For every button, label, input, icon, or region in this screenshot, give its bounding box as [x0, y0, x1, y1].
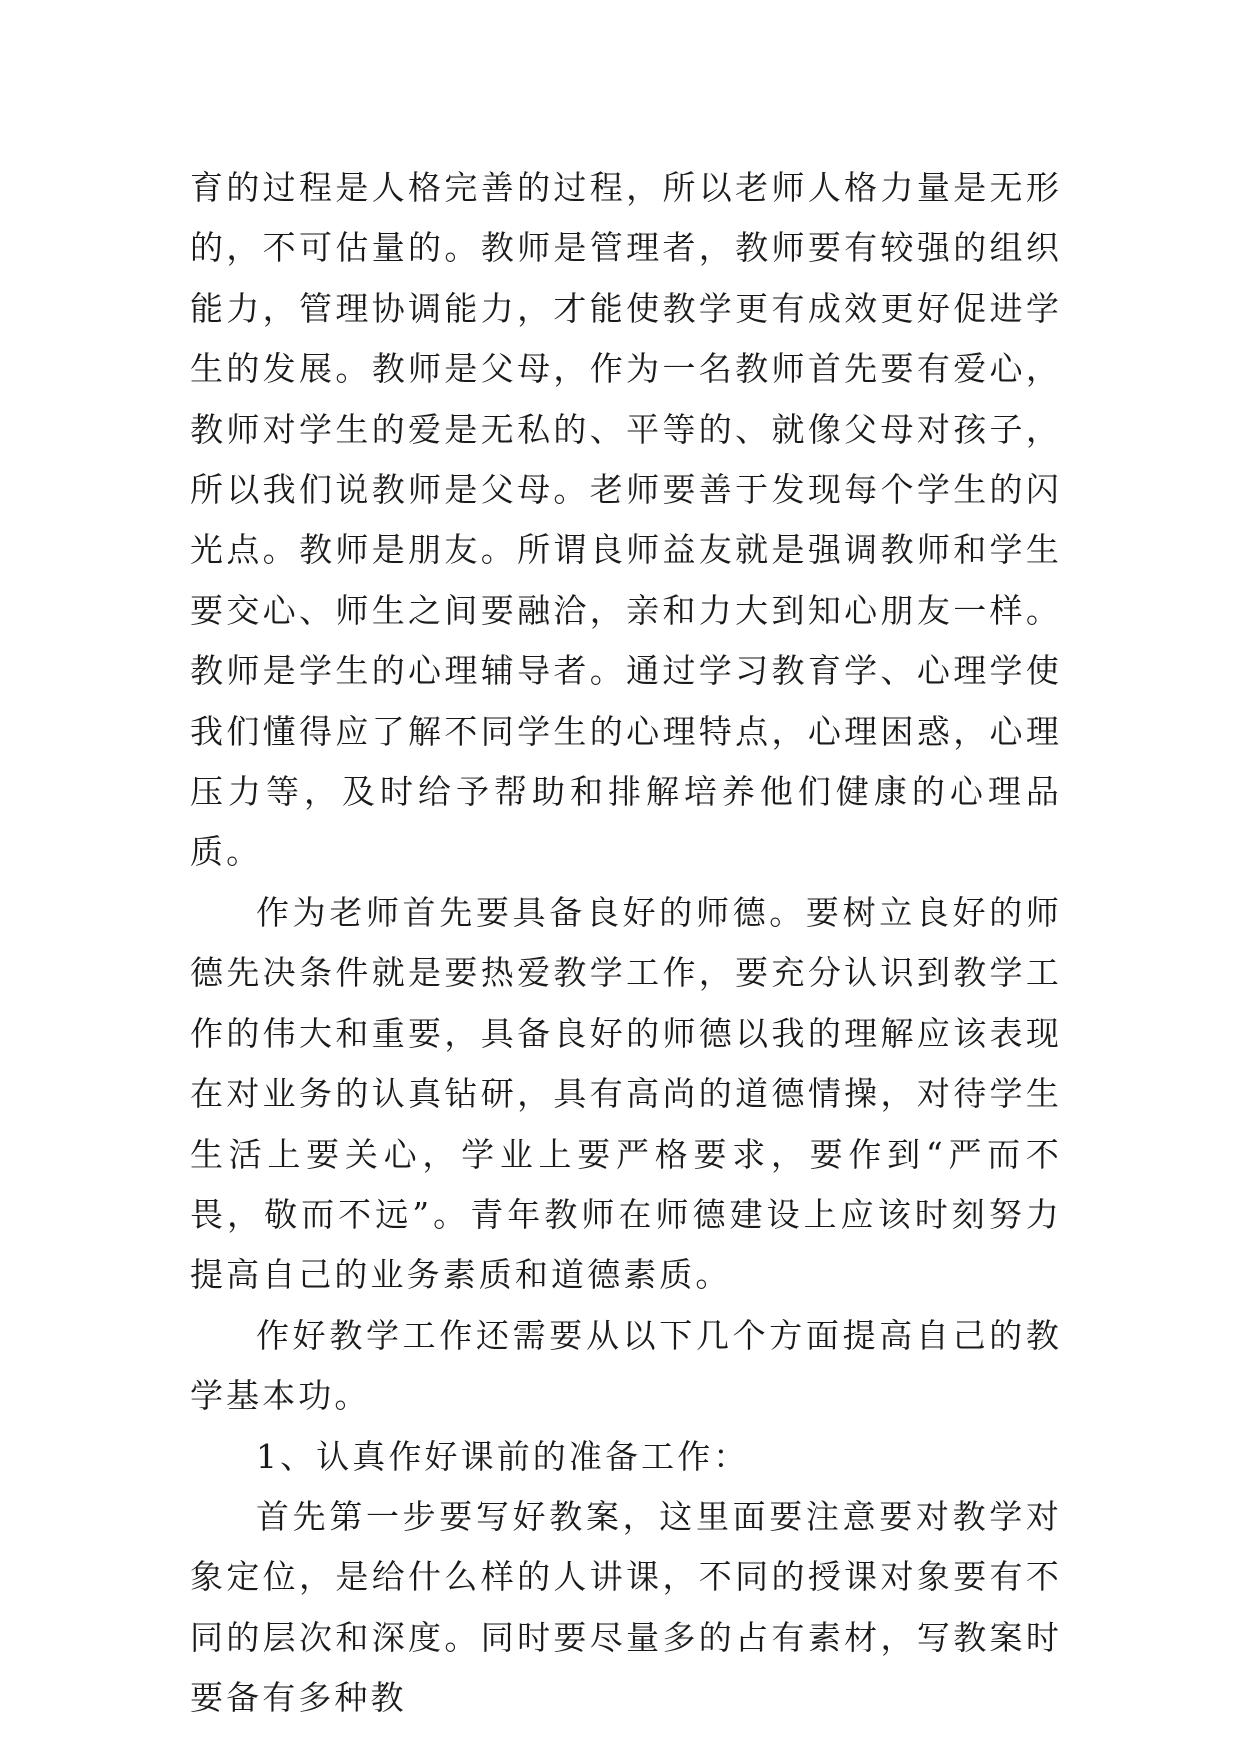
document-body	[190, 158, 1062, 1729]
paragraph: 首先第一步要写好教案，这里面要注意要对教学对象定位，是给什么样的人讲课，不同的授课对象要有不同的层次和深度。同时要尽量多的占有素材，写教案时要备有多种教	[190, 1496, 1062, 1718]
paragraph: 育的过程是人格完善的过程，所以老师人格力量是无形的，不可估量的。教师是管理者，教师要有较强的组织能力，管理协调能力，才能使教学更有成效更好促进学生的发展。教师是父母，作为一名教师首先要有爱心，教师对学生的爱是无私的、平等的、就像父母对孩子，所以我们说教师是父母。老师要善于发现每个学生的闪光点。教师是朋友。所谓良师益友就是强调教师和学生要交心、师生之间要融洽，亲和力大到知心朋友一样。教师是学生的心理辅导者。通过学习教育学、心理学使我们懂得应了解不同学生的心理特点，心理困惑，心理压力等，及时给予帮助和排解培养他们健康的心理品质。	[190, 168, 1062, 872]
paragraph: 作好教学工作还需要从以下几个方面提高自己的教学基本功。	[190, 1315, 1062, 1416]
paragraph: 作为老师首先要具备良好的师德。要树立良好的师德先决条件就是要热爱教学工作，要充分认识到教学工作的伟大和重要，具备良好的师德以我的理解应该表现在对业务的认真钻研，具有高尚的道德情操，对待学生生活上要关心，学业上要严格要求，要作到“严而不畏，敬而不远”。青年教师在师德建设上应该时刻努力提高自己的业务素质和道德素质。	[190, 892, 1062, 1295]
paragraph: 1、认真作好课前的准备工作：	[256, 1436, 750, 1476]
